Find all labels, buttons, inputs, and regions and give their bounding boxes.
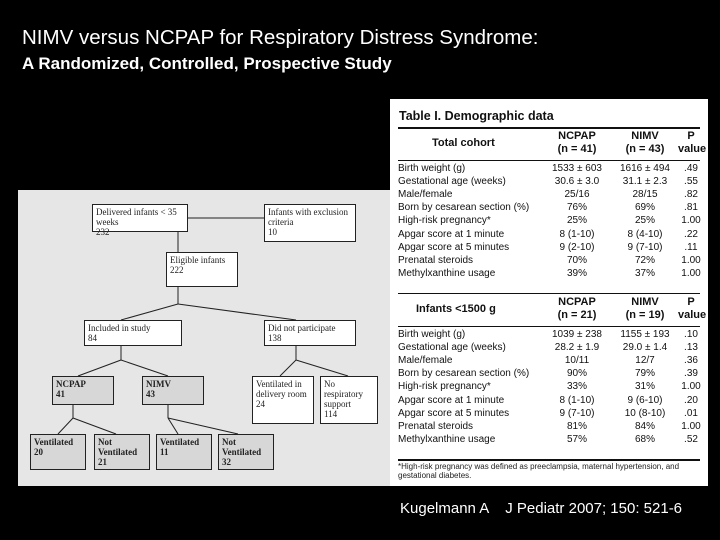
- p-value: .11: [684, 241, 698, 253]
- table-section-header-under1500: [398, 296, 707, 324]
- flow-box-count: 232: [96, 227, 110, 237]
- flow-box-label: Ventilated in delivery room: [256, 379, 307, 399]
- table-row: [398, 215, 700, 228]
- nimv-value: 84%: [634, 420, 655, 432]
- row-label: Male/female: [398, 189, 453, 201]
- row-label: Apgar score at 1 minute: [398, 228, 505, 240]
- table-row: [398, 368, 700, 381]
- col-header-nimv-n: (n = 19): [625, 309, 665, 321]
- flow-box-count: 84: [88, 333, 97, 343]
- flow-box-vent-delivery: [252, 376, 314, 424]
- p-value: .01: [684, 407, 698, 419]
- nimv-value: 28/15: [632, 189, 658, 201]
- section-label: Infants <1500 g: [416, 303, 496, 315]
- col-header-ncpap: NCPAP: [558, 296, 596, 308]
- ncpap-value: 39%: [566, 267, 587, 279]
- nimv-value: 69%: [634, 202, 655, 214]
- flow-box-eligible: [166, 252, 238, 287]
- p-value: 1.00: [681, 254, 701, 266]
- nimv-value: 31%: [634, 381, 655, 393]
- flow-box-count: 20: [34, 447, 43, 457]
- flow-box-no-support: [320, 376, 378, 424]
- table-row: [398, 163, 700, 176]
- flow-box-label: Delivered infants < 35 weeks: [96, 207, 177, 227]
- flow-box-excluded: [264, 204, 356, 242]
- col-header-p: P: [687, 296, 695, 308]
- ncpap-value: 1533 ± 603: [552, 163, 602, 174]
- table-row: [398, 381, 700, 394]
- p-value: .39: [684, 368, 698, 380]
- flow-box-count: 24: [256, 399, 265, 409]
- nimv-value: 37%: [634, 267, 655, 279]
- table-footnote: *High-risk pregnancy was defined as preeclampsia, maternal hypertension, and gestational diabetes.: [398, 462, 680, 480]
- table-row: [398, 242, 700, 255]
- row-label: High-risk pregnancy*: [398, 381, 491, 393]
- ncpap-value: 1039 ± 238: [552, 329, 602, 340]
- table-section-header-total: [398, 130, 707, 158]
- table-row: [398, 268, 700, 281]
- row-label: Prenatal steroids: [398, 254, 474, 266]
- ncpap-value: 33%: [566, 381, 587, 393]
- flow-box-ncpap-ventilated: [30, 434, 86, 470]
- row-label: Gestational age (weeks): [398, 176, 506, 188]
- citation-author: Kugelmann A: [400, 500, 490, 517]
- flow-box-count: 41: [56, 389, 65, 399]
- table-row: [398, 342, 700, 355]
- nimv-value: 9 (6-10): [627, 394, 663, 406]
- nimv-value: 10 (8-10): [624, 407, 666, 419]
- ncpap-value: 25/16: [564, 189, 590, 201]
- row-label: Prenatal steroids: [398, 420, 474, 432]
- table-rule: [398, 127, 700, 129]
- row-label: Apgar score at 5 minutes: [398, 407, 510, 419]
- nimv-value: 79%: [634, 368, 655, 380]
- citation: [400, 500, 682, 517]
- nimv-value: 68%: [634, 433, 655, 445]
- flow-box-label: No respiratory support: [324, 379, 363, 409]
- col-header-p-value: value: [678, 143, 707, 155]
- col-header-p: P: [687, 130, 695, 142]
- col-header-nimv: NIMV: [631, 130, 659, 142]
- row-label: Apgar score at 1 minute: [398, 394, 505, 406]
- table-rule: [398, 293, 700, 294]
- row-label: Methylxanthine usage: [398, 267, 496, 279]
- flow-box-label: Did not participate: [268, 323, 336, 333]
- ncpap-value: 90%: [566, 368, 587, 380]
- row-label: Methylxanthine usage: [398, 433, 496, 445]
- p-value: .55: [684, 176, 698, 188]
- ncpap-value: 9 (2-10): [559, 241, 595, 253]
- table-row: [398, 202, 700, 215]
- flow-box-label: NCPAP: [56, 379, 86, 389]
- nimv-value: 12/7: [635, 355, 655, 367]
- table-row: [398, 434, 700, 447]
- col-header-p-value: value: [678, 309, 707, 321]
- nimv-value: 25%: [634, 215, 655, 227]
- flow-box-count: 222: [170, 265, 184, 275]
- col-header-ncpap-n: (n = 21): [557, 309, 597, 321]
- col-header-nimv: NIMV: [631, 296, 659, 308]
- flow-box-delivered: [92, 204, 188, 237]
- flow-box-ncpap-not-ventilated: [94, 434, 150, 470]
- p-value: .10: [684, 329, 698, 340]
- table-rule: [398, 459, 700, 461]
- row-label: Gestational age (weeks): [398, 342, 506, 354]
- ncpap-value: 30.6 ± 3.0: [554, 176, 600, 188]
- row-label: Male/female: [398, 355, 453, 367]
- p-value: 1.00: [681, 215, 701, 227]
- flow-box-label: Eligible infants: [170, 255, 226, 265]
- table-row: [398, 395, 700, 408]
- flow-box-count: 10: [268, 227, 277, 237]
- flow-box-ncpap: [52, 376, 114, 405]
- flow-box-included: [84, 320, 182, 346]
- flow-box-count: 43: [146, 389, 155, 399]
- demographic-table: [390, 99, 708, 486]
- flow-box-count: 11: [160, 447, 169, 457]
- nimv-value: 1616 ± 494: [620, 163, 670, 174]
- flow-box-label: NIMV: [146, 379, 171, 389]
- ncpap-value: 81%: [566, 420, 587, 432]
- row-label: Born by cesarean section (%): [398, 202, 530, 214]
- p-value: 1.00: [681, 420, 701, 432]
- ncpap-value: 28.2 ± 1.9: [554, 342, 600, 354]
- p-value: .49: [684, 163, 698, 174]
- flow-box-count: 138: [268, 333, 282, 343]
- p-value: .22: [684, 228, 698, 240]
- ncpap-value: 76%: [566, 202, 587, 214]
- ncpap-value: 8 (1-10): [559, 394, 595, 406]
- flow-box-label: Included in study: [88, 323, 151, 333]
- flow-box-label: Not Ventilated: [98, 437, 138, 457]
- table-row: [398, 189, 700, 202]
- col-header-ncpap: NCPAP: [558, 130, 596, 142]
- ncpap-value: 8 (1-10): [559, 228, 595, 240]
- citation-journal: J Pediatr 2007; 150: 521-6: [505, 500, 683, 517]
- nimv-value: 29.0 ± 1.4: [622, 342, 668, 354]
- table-rule: [398, 160, 700, 161]
- table-row: [398, 255, 700, 268]
- p-value: .36: [684, 355, 698, 367]
- enrollment-flowchart: [18, 190, 390, 486]
- table-rule: [398, 326, 700, 327]
- p-value: .52: [684, 433, 698, 445]
- section-label: Total cohort: [432, 137, 495, 149]
- row-label: High-risk pregnancy*: [398, 215, 491, 227]
- col-header-nimv-n: (n = 43): [625, 143, 665, 155]
- flow-box-nimv: [142, 376, 204, 405]
- table-row: [398, 176, 700, 189]
- col-header-ncpap-n: (n = 41): [557, 143, 597, 155]
- nimv-value: 1155 ± 193: [620, 329, 670, 340]
- ncpap-value: 9 (7-10): [559, 407, 595, 419]
- flow-box-not-participate: [264, 320, 356, 346]
- flow-box-label: Not Ventilated: [222, 437, 262, 457]
- table-row: [398, 229, 700, 242]
- table-row: [398, 355, 700, 368]
- row-label: Birth weight (g): [398, 163, 466, 174]
- p-value: .81: [684, 202, 698, 214]
- ncpap-value: 10/11: [564, 355, 590, 367]
- row-label: Birth weight (g): [398, 329, 466, 340]
- nimv-value: 31.1 ± 2.3: [622, 176, 668, 188]
- p-value: 1.00: [681, 381, 701, 393]
- flow-box-count: 32: [222, 457, 231, 467]
- nimv-value: 8 (4-10): [627, 228, 663, 240]
- table-row: [398, 408, 700, 421]
- p-value: 1.00: [681, 267, 701, 279]
- flow-box-label: Ventilated: [160, 437, 200, 447]
- flow-box-nimv-ventilated: [156, 434, 212, 470]
- table-row: [398, 329, 700, 342]
- row-label: Born by cesarean section (%): [398, 368, 530, 380]
- ncpap-value: 57%: [566, 433, 587, 445]
- p-value: .20: [684, 394, 698, 406]
- slide-subtitle: A Randomized, Controlled, Prospective Study: [22, 54, 392, 73]
- flow-box-label: Infants with exclusion criteria: [268, 207, 348, 227]
- row-label: Apgar score at 5 minutes: [398, 241, 510, 253]
- slide-title: NIMV versus NCPAP for Respiratory Distress Syndrome:: [22, 26, 539, 49]
- p-value: .13: [684, 342, 698, 354]
- ncpap-value: 70%: [566, 254, 587, 266]
- flow-box-nimv-not-ventilated: [218, 434, 274, 470]
- flow-box-count: 114: [324, 409, 338, 419]
- table-title: Table I. Demographic data: [399, 109, 554, 123]
- flow-box-label: Ventilated: [34, 437, 74, 447]
- table-row: [398, 421, 700, 434]
- flow-box-count: 21: [98, 457, 107, 467]
- ncpap-value: 25%: [566, 215, 587, 227]
- nimv-value: 9 (7-10): [627, 241, 663, 253]
- p-value: .82: [684, 189, 698, 201]
- nimv-value: 72%: [634, 254, 655, 266]
